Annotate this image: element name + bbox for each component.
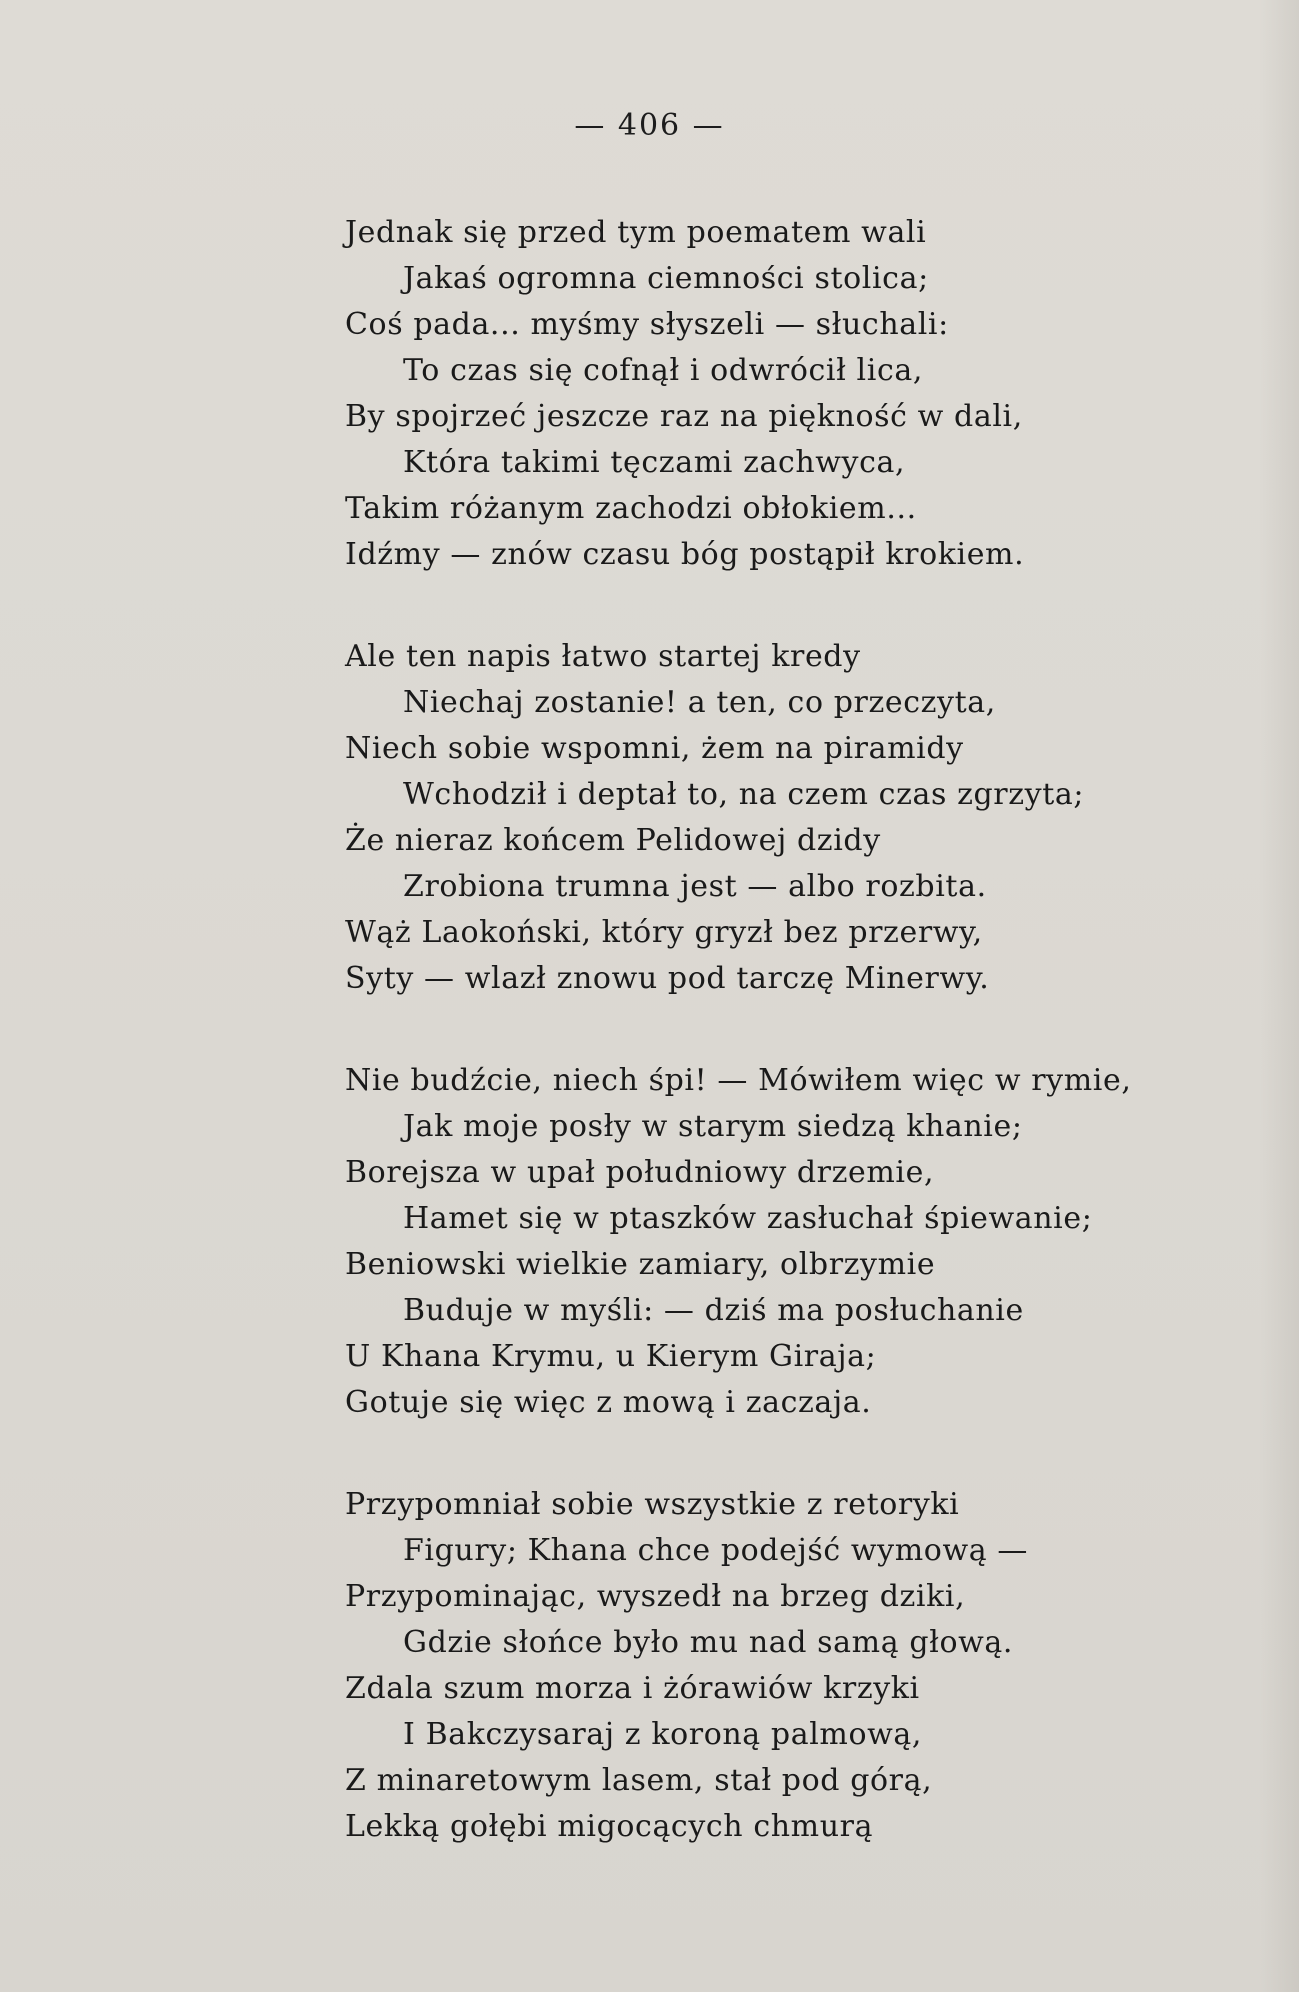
verse-line: Hamet się w ptaszków zasłuchał śpiewanie;: [403, 1201, 1093, 1236]
verse-line: Buduje w myśli: — dziś ma posłuchanie: [403, 1293, 1024, 1328]
verse-line: Niech sobie wspomni, żem na piramidy: [345, 731, 964, 766]
verse-line: U Khana Krymu, u Kierym Giraja;: [345, 1339, 877, 1374]
verse-line: Coś pada... myśmy słyszeli — słuchali:: [345, 307, 949, 342]
verse-line: Że nieraz końcem Pelidowej dzidy: [345, 823, 881, 858]
poem-text: [345, 210, 1245, 1906]
verse-line: Jednak się przed tym poematem wali: [345, 215, 927, 250]
stanza: [345, 210, 1245, 578]
verse-line: Zrobiona trumna jest — albo rozbita.: [403, 869, 987, 904]
verse-line: Wchodził i deptał to, na czem czas zgrzyta;: [403, 777, 1085, 812]
verse-line: Z minaretowym lasem, stał pod górą,: [345, 1763, 933, 1798]
verse-line: Nie budźcie, niech śpi! — Mówiłem więc w rymie,: [345, 1063, 1132, 1098]
verse-line: Gotuje się więc z mową i zaczaja.: [345, 1385, 872, 1420]
verse-line: Niechaj zostanie! a ten, co przeczyta,: [403, 685, 996, 720]
verse-line: By spojrzeć jeszcze raz na piękność w dali,: [345, 399, 1023, 434]
verse-line: Ale ten napis łatwo startej kredy: [345, 639, 861, 674]
verse-line: Gdzie słońce było mu nad samą głową.: [403, 1625, 1014, 1660]
page-number: — 406 —: [574, 108, 725, 143]
verse-line: Jakaś ogromna ciemności stolica;: [403, 261, 929, 296]
verse-line: Takim różanym zachodzi obłokiem...: [345, 491, 917, 526]
verse-line: To czas się cofnął i odwrócił lica,: [403, 353, 923, 388]
verse-line: Lekką gołębi migocących chmurą: [345, 1809, 874, 1844]
verse-line: Która takimi tęczami zachwyca,: [403, 445, 906, 480]
verse-line: Jak moje posły w starym siedzą khanie;: [403, 1109, 1023, 1144]
verse-line: Przypominając, wyszedł na brzeg dziki,: [345, 1579, 966, 1614]
verse-line: Zdala szum morza i żórawiów krzyki: [345, 1671, 920, 1706]
stanza: [345, 1482, 1245, 1850]
verse-line: Figury; Khana chce podejść wymową —: [403, 1533, 1028, 1568]
verse-line: Syty — wlazł znowu pod tarczę Minerwy.: [345, 961, 990, 996]
stanza: [345, 634, 1245, 1002]
verse-line: Wąż Laokoński, który gryzł bez przerwy,: [345, 915, 983, 950]
stanza: [345, 1058, 1245, 1426]
verse-line: I Bakczysaraj z koroną palmową,: [403, 1717, 923, 1752]
verse-line: Beniowski wielkie zamiary, olbrzymie: [345, 1247, 936, 1282]
verse-line: Borejsza w upał południowy drzemie,: [345, 1155, 935, 1190]
verse-line: Idźmy — znów czasu bóg postąpił krokiem.: [345, 537, 1025, 572]
verse-line: Przypomniał sobie wszystkie z retoryki: [345, 1487, 960, 1522]
